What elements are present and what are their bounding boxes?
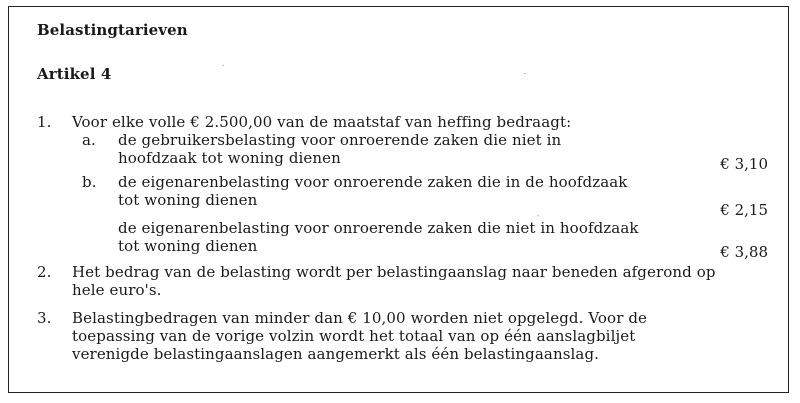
item-line: Het bedrag van de belasting wordt per belastingaanslag naar beneden afgerond op (72, 263, 716, 281)
scan-speck (537, 214, 539, 216)
item-line: verenigde belastingaanslagen aangemerkt als één belastingaanslag. (72, 345, 600, 363)
sub-item-line: tot woning dienen (118, 237, 258, 255)
sub-item-line: de eigenarenbelasting voor onroerende zaken die niet in hoofdzaak (118, 219, 639, 237)
tax-amount: € 3,88 (720, 243, 768, 261)
item-text: Voor elke volle € 2.500,00 van de maatstaf van heffing bedraagt: (72, 113, 572, 131)
tax-amount: € 2,15 (720, 201, 768, 219)
item-line: hele euro's. (72, 281, 162, 299)
article-title: Artikel 4 (37, 65, 112, 83)
scan-speck (524, 73, 526, 74)
document-page (8, 6, 789, 393)
sub-item-line: de eigenarenbelasting voor onroerende zaken die in de hoofdzaak (118, 173, 628, 191)
item-number: 2. (37, 263, 52, 281)
section-heading: Belastingtarieven (37, 21, 188, 39)
scan-speck (222, 64, 224, 66)
item-number: 3. (37, 309, 52, 327)
tax-amount: € 3,10 (720, 155, 768, 173)
sub-item-line: de gebruikersbelasting voor onroerende zaken die niet in (118, 131, 562, 149)
item-line: Belastingbedragen van minder dan € 10,00 worden niet opgelegd. Voor de (72, 309, 648, 327)
sub-item-line: tot woning dienen (118, 191, 258, 209)
item-number: 1. (37, 113, 52, 131)
sub-item-letter: a. (82, 131, 96, 149)
sub-item-letter: b. (82, 173, 97, 191)
sub-item-line: hoofdzaak tot woning dienen (118, 149, 341, 167)
item-line: toepassing van de vorige volzin wordt het totaal van op één aanslagbiljet (72, 327, 636, 345)
